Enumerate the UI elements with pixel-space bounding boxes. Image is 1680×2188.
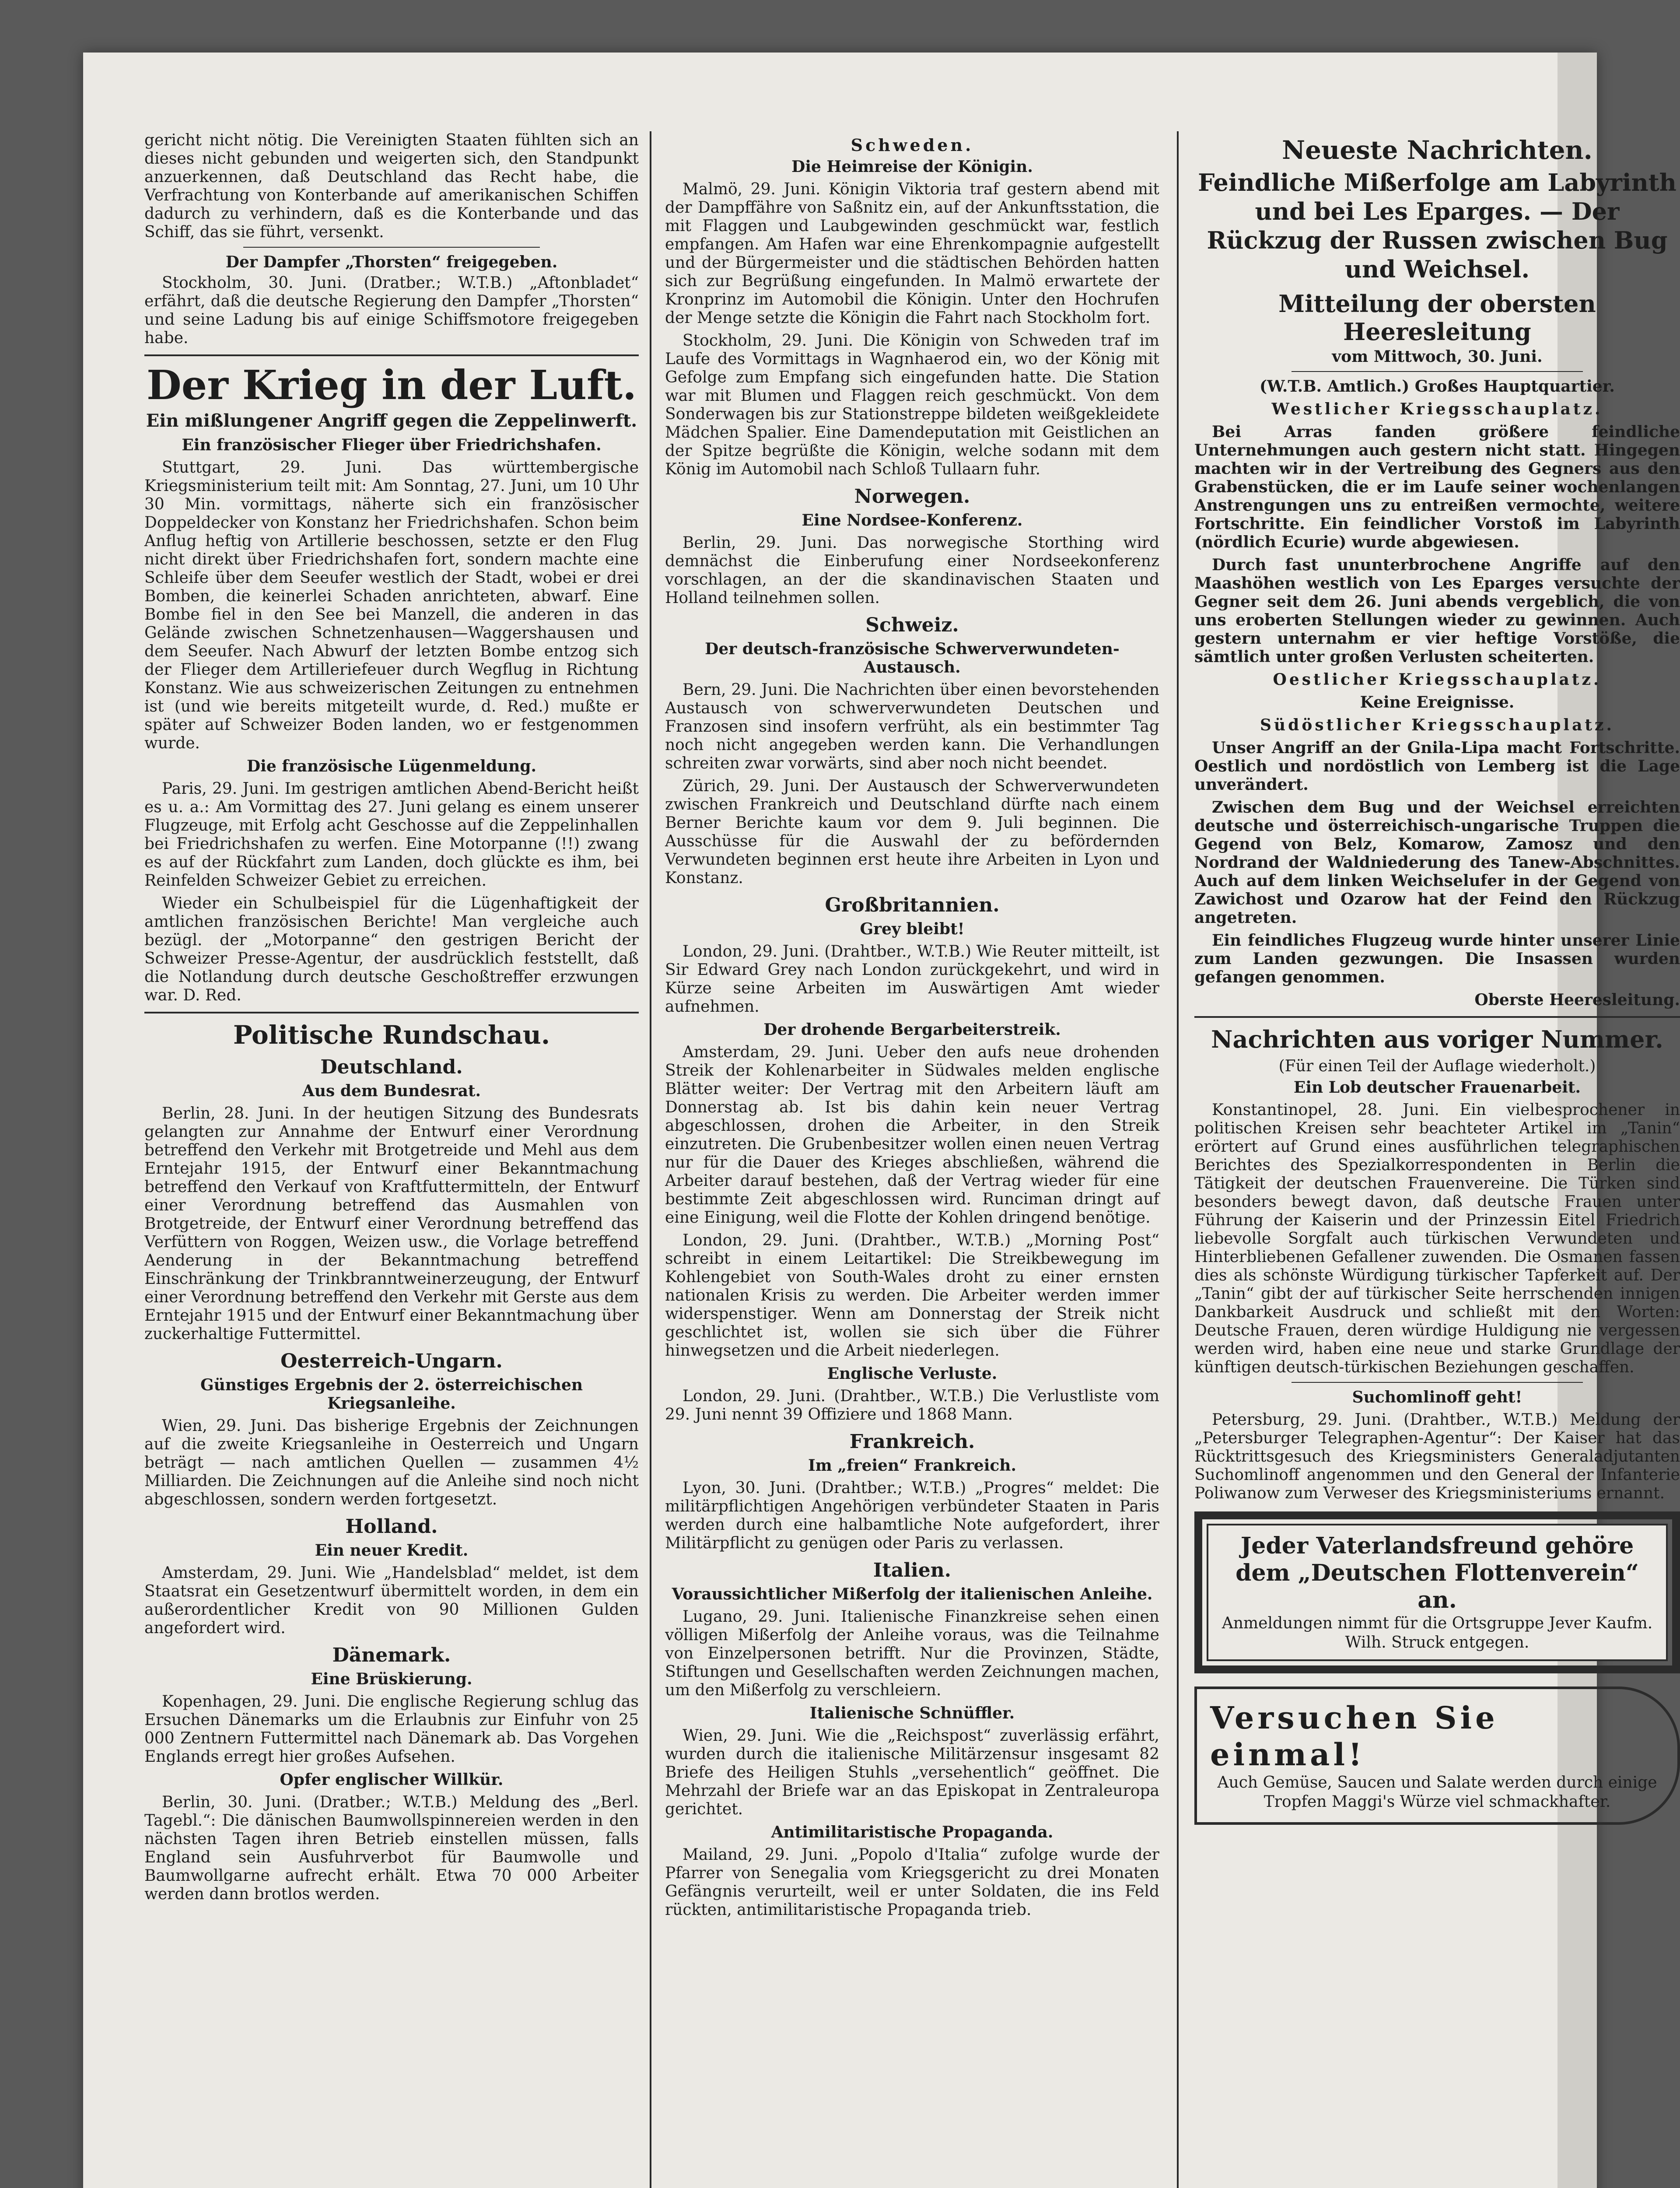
luegen-headline: Die französische Lügenmeldung. [246,757,537,775]
lob-text: Konstantinopel, 28. Juni. Ein vielbesprochener in politischen Kreisen sehr beachteter Artikel im „Tanin“ erörtert auf Grund eines ausführlichen telegraphischen Berichtes des Spezialkorrespondenten in Berlin die Tätigkeit der deutschen Frauenvereine. Die Türken sind besonders bewegt davon, daß deutsche Frauen unter Führung der Kaiserin und der Prinzessin Eitel Friedrich liebevolle Sorgfalt auch türkischen Verwundeten und Hinterbliebenen Gefallener zuwenden. Die Osmanen fassen dies als schönste Würdigung türkischer Tapferkeit auf. Der „Tanin“ gibt der auf türkischer Seite herrschenden innigen Dankbarkeit Ausdruck und schließt mit den Worten: Deutsche Frauen, deren würdige Huldigung nie vergessen werden wird, haben eine neue und starke Grundlage der künftigen deutsch-türkischen Beziehungen geschaffen. [1194,1101,1680,1376]
divider [243,247,540,248]
newspaper-page [83,53,1680,2188]
norwegen-subtitle: Eine Nordsee-Konferenz. [802,511,1023,529]
thorsten-headline: Der Dampfer „Thorsten“ freigegeben. [225,253,558,271]
deutschland-heading: Deutschland. [320,1056,463,1078]
luft-subtitle: Ein mißlungener Angriff gegen die Zeppelinwerft. [146,410,637,431]
streik-text: Amsterdam, 29. Juni. Ueber den aufs neue drohenden Streik der Kohlenarbeiter in Südwales melden englische Blätter weiter: Der Vertrag mit den Arbeitern läuft am Donnerstag ab. Ist bis dahin kein neuer Vertrag abgeschlossen, drohen die Arbeiter, in den Streik einzutreten. Die Grubenbesitzer wollen einen neuen Vertrag nur für die Dauer des Krieges abschließen, während die Arbeiter darauf bestehen, daß der Vertrag wieder für eine bestimmte Zeit abgeschlossen wird. Runciman dringt auf eine Einigung, weil die Flotte der Kohlen dringend benötige. [665,1043,1159,1227]
norwegen-text: Berlin, 29. Juni. Das norwegische Storthing wird demnächst die Einberufung einer Nordseekonferenz vorschlagen, an der die skandinavischen Staaten und Holland teilnehmen sollen. [665,534,1159,607]
column-left [144,131,639,1908]
daenemark-text: Kopenhagen, 29. Juni. Die englische Regierung schlug das Ersuchen Dänemarks um die Erlaubnis zur Einfuhr von 25 000 Zentnern Futtermittel nach Dänemark ab. Das Vorgehen Englands erregt hier großes Aufsehen. [144,1693,639,1766]
frankreich-text: Lyon, 30. Juni. (Drahtber.; W.T.B.) „Progres“ meldet: Die militärpflichtigen Angehörigen verbündeter Staaten in Paris werden durch eine halbamtliche Note aufgefordert, ihrer Militärpflicht zu genügen oder Paris zu verlassen. [665,1479,1159,1552]
schweiz-subtitle: Der deutsch-französische Schwerverwundeten-Austausch. [705,640,1120,677]
maggi-ad-title: Versuchen Sie einmal! [1210,1700,1498,1773]
schweden-text: Malmö, 29. Juni. Königin Viktoria traf gestern abend mit der Dampffähre von Saßnitz ein, auf der Ankunftsstation, die mit Flaggen und Laubgewinden geschmückt war, festlich empfangen. Am Hafen war eine Ehrenkompagnie aufgestellt und der Bürgermeister und die städtischen Behörden hatten sich zur Begrüßung eingefunden. In Malmö erwartete der Kronprinz im Automobil die Königin. Unter den Hochrufen der Menge setzte die Königin die Fahrt nach Stockholm fort. [665,180,1159,327]
propaganda-subtitle: Antimilitaristische Propaganda. [771,1823,1054,1841]
suchomlinoff-headline: Suchomlinoff geht! [1352,1388,1522,1406]
suedost-text-2: Zwischen dem Bug und der Weichsel erreichten deutsche und österreichisch-ungarische Truppen die Gegend von Belz, Komarow, Zamosz und den Nordrand der Waldniederung des Tanew-Abschnittes. Auch auf dem linken Weichselufer in der Gegend von Zawichost und Ozarow hat der Feind den Rückzug angetreten. [1194,798,1680,927]
holland-subtitle: Ein neuer Kredit. [315,1541,469,1560]
bundesrat-headline: Aus dem Bundesrat. [302,1082,481,1100]
column-divider [1177,131,1179,2188]
flottenverein-ad [1194,1511,1680,1673]
willkuer-headline: Opfer englischer Willkür. [280,1771,504,1789]
norwegen-heading: Norwegen. [854,485,970,508]
ost-heading: Oestlicher Kriegsschauplatz. [1273,670,1602,689]
luegen-text: Paris, 29. Juni. Im gestrigen amtlichen Abend-Bericht heißt es u. a.: Am Vormittag des 27. Juni gelang es einem unserer Flugzeuge, mit Erfolg acht Geschosse auf die Zeppelinhallen bei Friedrichshafen zu werfen. Eine Motorpanne (!!) zwang es auf der Rückfahrt zum Landen, doch glückte es ihm, bei Reinfelden Schweizer Gebiet zu erreichen. [144,780,639,890]
grey-text: London, 29. Juni. (Drahtber., W.T.B.) Wie Reuter mitteilt, ist Sir Edward Grey nach London zurückgekehrt, und wird in Kürze seine Arbeiten im Auswärtigen Amt wieder aufnehmen. [665,943,1159,1016]
divider [1194,1016,1680,1018]
italien-heading: Italien. [873,1559,952,1581]
luft-title: Der Krieg in der Luft. [147,361,637,409]
schweiz-text: Bern, 29. Juni. Die Nachrichten über einen bevorstehenden Austausch von schwerverwundeten Deutschen und Franzosen sind insofern verfrüht, als ein bestimmter Tag noch nicht angegeben werden kann. Die Verhandlungen schreiten zwar vorwärts, sind aber noch nicht beendet. [665,681,1159,772]
holland-text: Amsterdam, 29. Juni. Wie „Handelsblad“ meldet, ist dem Staatsrat ein Gesetzentwurf übermittelt worden, in dem ein außerordentlicher Kredit von 90 Millionen Gulden angefordert wird. [144,1564,639,1637]
luft-text: Stuttgart, 29. Juni. Das württembergische Kriegsministerium teilt mit: Am Sonntag, 27. Juni, um 10 Uhr 30 Min. vormittags, näherte sich ein französischer Doppeldecker von Konstanz her Friedrichshafen. Schon beim Anflug heftig von Artillerie beschossen, setzte er den Flug nicht direkt über Friedrichshafen fort, sondern machte eine Schleife über dem Seeufer westlich der Stadt, wobei er drei Bomben, die keinerlei Schaden anrichteten, abwarf. Eine Bombe fiel in den See bei Manzell, die anderen in das Gelände zwischen Schnetzenhausen—Waggershausen und dem Seeufer. Nach Abwurf der letzten Bombe entzog sich der Flieger dem Artilleriefeuer durch Wegflug in Richtung Konstanz. Wie aus schweizerischen Zeitungen zu entnehmen ist (und wie bereits mitgeteilt wurde, d. Red.) mußte er später auf Schweizer Boden landen, wo er festgenommen wurde. [144,459,639,752]
streik-text-2: London, 29. Juni. (Drahtber., W.T.B.) „Morning Post“ schreibt in einem Leitartikel: Die Streikbewegung im Kohlengebiet von South-Wales droht zu einer ernsten nationalen Krisis zu werden. Die Arbeiter werden immer widerspenstiger. Wenn am Donnerstag der Streik nicht geschlichtet ist, wollen sie sich über die Führer hinwegsetzen und die Arbeit niederlegen. [665,1231,1159,1360]
oesterreich-heading: Oesterreich-Ungarn. [280,1350,503,1372]
divider [144,354,639,356]
article-continuation: gericht nicht nötig. Die Vereinigten Staaten fühlten sich an dieses nicht gebunden und weigerten sich, den Standpunkt anzuerkennen, daß Deutschland das Recht habe, die Verfrachtung von Konterbande auf amerikanischen Schiffen dadurch zu verhindern, daß es die Konterbande und das Schiff, das sie führt, versenkt. [144,131,639,241]
flottenverein-ad-title: Jeder Vaterlandsfreund gehöre dem „Deutschen Flottenverein“ an. [1236,1532,1639,1613]
holland-heading: Holland. [345,1515,438,1538]
grossbritannien-heading: Großbritannien. [825,894,1000,916]
frankreich-subtitle: Im „freien“ Frankreich. [808,1456,1017,1475]
west-text: Bei Arras fanden größere feindliche Unternehmungen auch gestern nicht statt. Hingegen machten wir in der Vertreibung des Gegners aus den Grabenstücken, die er im Laufe seiner wochenlangen Anstrengungen uns zu entreißen vermochte, weitere Fortschritte. Ein feindlicher Vorstoß im Labyrinth (nördlich Ecurie) wurde abgewiesen. [1194,423,1680,551]
grey-subtitle: Grey bleibt! [860,920,965,938]
west-heading: Westlicher Kriegsschauplatz. [1271,400,1603,418]
italien-text: Lugano, 29. Juni. Italienische Finanzkreise sehen einen völligen Mißerfolg der Anleihe voraus, was die Teilnahme von Einzelpersonen betrifft. Nur die Provinzen, Städte, Stiftungen und Gesellschaften werden Zeichnungen machen, um den Mißerfolg zu verschleiern. [665,1608,1159,1699]
divider [1292,1382,1583,1383]
vorige-note: (Für einen Teil der Auflage wiederholt.) [1278,1057,1596,1075]
vorige-title: Nachrichten aus voriger Nummer. [1211,1025,1663,1053]
suedost-text-3: Ein feindliches Flugzeug wurde hinter unserer Linie zum Landen gezwungen. Die Insassen wurden gefangen genommen. [1194,931,1680,986]
suedost-text: Unser Angriff an der Gnila-Lipa macht Fortschritte. Oestlich und nordöstlich von Lemberg ist die Lage unverändert. [1194,739,1680,794]
luegen-text-2: Wieder ein Schulbeispiel für die Lügenhaftigkeit der amtlichen französischen Berichte! Man vergleiche auch bezügl. der „Motorpanne“ den gestrigen Bericht der Schweizer Presse-Agentur, der ausdrücklich feststellt, daß die Notlandung durch deutsche Geschoßtreffer erzwungen war. D. Red. [144,894,639,1004]
propaganda-text: Mailand, 29. Juni. „Popolo d'Italia“ zufolge wurde der Pfarrer von Senegalia vom Kriegsgericht zu drei Monaten Gefängnis verurteilt, weil er unter Soldaten, die ins Feld rückten, antimilitaristische Propaganda trieb. [665,1846,1159,1919]
italien-subtitle: Voraussichtlicher Mißerfolg der italienischen Anleihe. [672,1585,1153,1603]
willkuer-text: Berlin, 30. Juni. (Dratber.; W.T.B.) Meldung des „Berl. Tagebl.“: Die dänischen Baumwollspinnereien werden in den nächsten Tagen ihren Betrieb einstellen müssen, falls England sein Ausfuhrverbot für Baumwolle und Baumwollgarne aufrecht erhält. Etwa 70 000 Arbeiter werden dann brotlos werden. [144,1793,639,1903]
bundesrat-text: Berlin, 28. Juni. In der heutigen Sitzung des Bundesrats gelangten zur Annahme der Entwurf einer Verordnung betreffend den Verkehr mit Brotgetreide und Mehl aus dem Erntejahr 1915, der Entwurf einer Bekanntmachung betreffend den Verkauf von Kraftfuttermitteln, der Entwurf einer Verordnung betreffend das Ausmahlen von Brotgetreide, der Entwurf einer Verordnung betreffend das Verfüttern von Roggen, Weizen usw., die Vorlage betreffend Aenderung in der Bekanntmachung betreffend Einschränkung der Trinkbranntweinerzeugung, der Entwurf einer Verordnung betreffend den Verkehr mit Gerste aus dem Erntejahr 1915 und der Entwurf einer Bekanntmachung über zuckerhaltige Futtermittel. [144,1105,639,1343]
verluste-text: London, 29. Juni. (Drahtber., W.T.B.) Die Verlustliste vom 29. Juni nennt 39 Offiziere und 1868 Mann. [665,1387,1159,1424]
schweden-heading: Schweden. [850,135,974,155]
oesterreich-subtitle: Günstiges Ergebnis der 2. österreichischen Kriegsanleihe. [200,1376,583,1413]
schweden-text-2: Stockholm, 29. Juni. Die Königin von Schweden traf im Laufe des Vormittags in Wagnhaerod ein, wo der König mit Gefolge zum Empfang sich eingefunden hatte. Die Station war mit Blumen und Flaggen reich geschmückt. Von dem Sonderwagen bis zur Stationstreppe bildeten weißgekleidete Mädchen Spalier. Eine Damendeputation mit Geistlichen an der Spitze begrüßte die Königin, welche sodann mit dem König im Automobil nach Schloß Tullaarn fuhr. [665,332,1159,478]
rundschau-title: Politische Rundschau. [233,1020,550,1050]
maggi-ad-text: Auch Gemüse, Saucen und Salate werden durch einige Tropfen Maggi's Würze viel schmackhafter. [1217,1774,1657,1811]
frankreich-heading: Frankreich. [849,1431,975,1453]
column-middle [665,131,1159,1924]
daenemark-heading: Dänemark. [332,1644,451,1666]
streik-subtitle: Der drohende Bergarbeiterstreik. [763,1020,1061,1039]
lob-headline: Ein Lob deutscher Frauenarbeit. [1293,1078,1581,1097]
ost-text: Keine Ereignisse. [1360,693,1515,712]
thorsten-text: Stockholm, 30. Juni. (Dratber.; W.T.B.) „Aftonbladet“ erfährt, daß die deutsche Regierung den Dampfer „Thorsten“ und seine Ladung bis auf einige Schiffsmotore freigegeben habe. [144,274,639,347]
luft-headline: Ein französischer Flieger über Friedrichshafen. [182,436,602,454]
main-headline: Feindliche Mißerfolge am Labyrinth und bei Les Eparges. — Der Rückzug der Russen zwischen Bug und Weichsel. [1198,168,1676,283]
mitteilung-source: (W.T.B. Amtlich.) Großes Hauptquartier. [1260,377,1615,396]
neueste-title: Neueste Nachrichten. [1282,135,1592,165]
schweden-subtitle: Die Heimreise der Königin. [791,158,1033,176]
daenemark-subtitle: Eine Brüskierung. [311,1670,472,1688]
divider [1292,371,1583,372]
west-text-2: Durch fast ununterbrochene Angriffe auf den Maashöhen westlich von Les Eparges versuchte der Gegner seit dem 26. Juni abends vergeblich, die von uns eroberten Stellungen wieder zu gewinnen. Auch gestern unternahm er vier heftige Vorstöße, die sämtlich unter großen Verlusten scheiterten. [1194,556,1680,666]
column-divider [650,131,651,2188]
verluste-subtitle: Englische Verluste. [827,1364,998,1383]
suchomlinoff-text: Petersburg, 29. Juni. (Drahtber., W.T.B.) Meldung der „Petersburger Telegraphen-Agentur“: Der Kaiser hat das Rücktrittsgesuch des Kriegsministers Generaladjutanten Suchomlinoff angenommen und den General der Infanterie Poliwanow zum Verweser des Kriegsministeriums ernannt. [1194,1411,1680,1502]
signature: Oberste Heeresleitung. [1474,991,1680,1009]
schweiz-text-2: Zürich, 29. Juni. Der Austausch der Schwerverwundeten zwischen Frankreich und Deutschland dürfte nach einem Berner Berichte kaum vor dem 9. Juli beginnen. Die Ausschüsse für die Auswahl der zu befördernden Verwundeten beginnen erst heute ihre Arbeiten in Lyon und Konstanz. [665,777,1159,887]
schnueffler-text: Wien, 29. Juni. Wie die „Reichspost“ zuverlässig erfährt, wurden durch die italienische Militärzensur insgesamt 82 Briefe des Heiligen Stuhls „versehentlich“ geöffnet. Die Mehrzahl der Briefe war an das Episkopat in Zentraleuropa gerichtet. [665,1727,1159,1818]
schnueffler-subtitle: Italienische Schnüffler. [809,1704,1015,1722]
mitteilung-date: vom Mittwoch, 30. Juni. [1332,347,1543,366]
maggi-ad [1194,1687,1680,1825]
divider [144,1012,639,1013]
mitteilung-title: Mitteilung der obersten Heeresleitung [1278,290,1596,346]
column-right [1194,131,1680,1825]
flottenverein-ad-text: Anmeldungen nimmt für die Ortsgruppe Jever Kaufm. Wilh. Struck entgegen. [1222,1614,1653,1652]
schweiz-heading: Schweiz. [865,614,959,636]
oesterreich-text: Wien, 29. Juni. Das bisherige Ergebnis der Zeichnungen auf die zweite Kriegsanleihe in Oesterreich und Ungarn beträgt — nach amtlichen Quellen — zusammen 4½ Milliarden. Die Zeichnungen auf die Anleihe sind noch nicht abgeschlossen, sondern werden fortgesetzt. [144,1417,639,1508]
suedost-heading: Südöstlicher Kriegsschauplatz. [1260,716,1615,734]
